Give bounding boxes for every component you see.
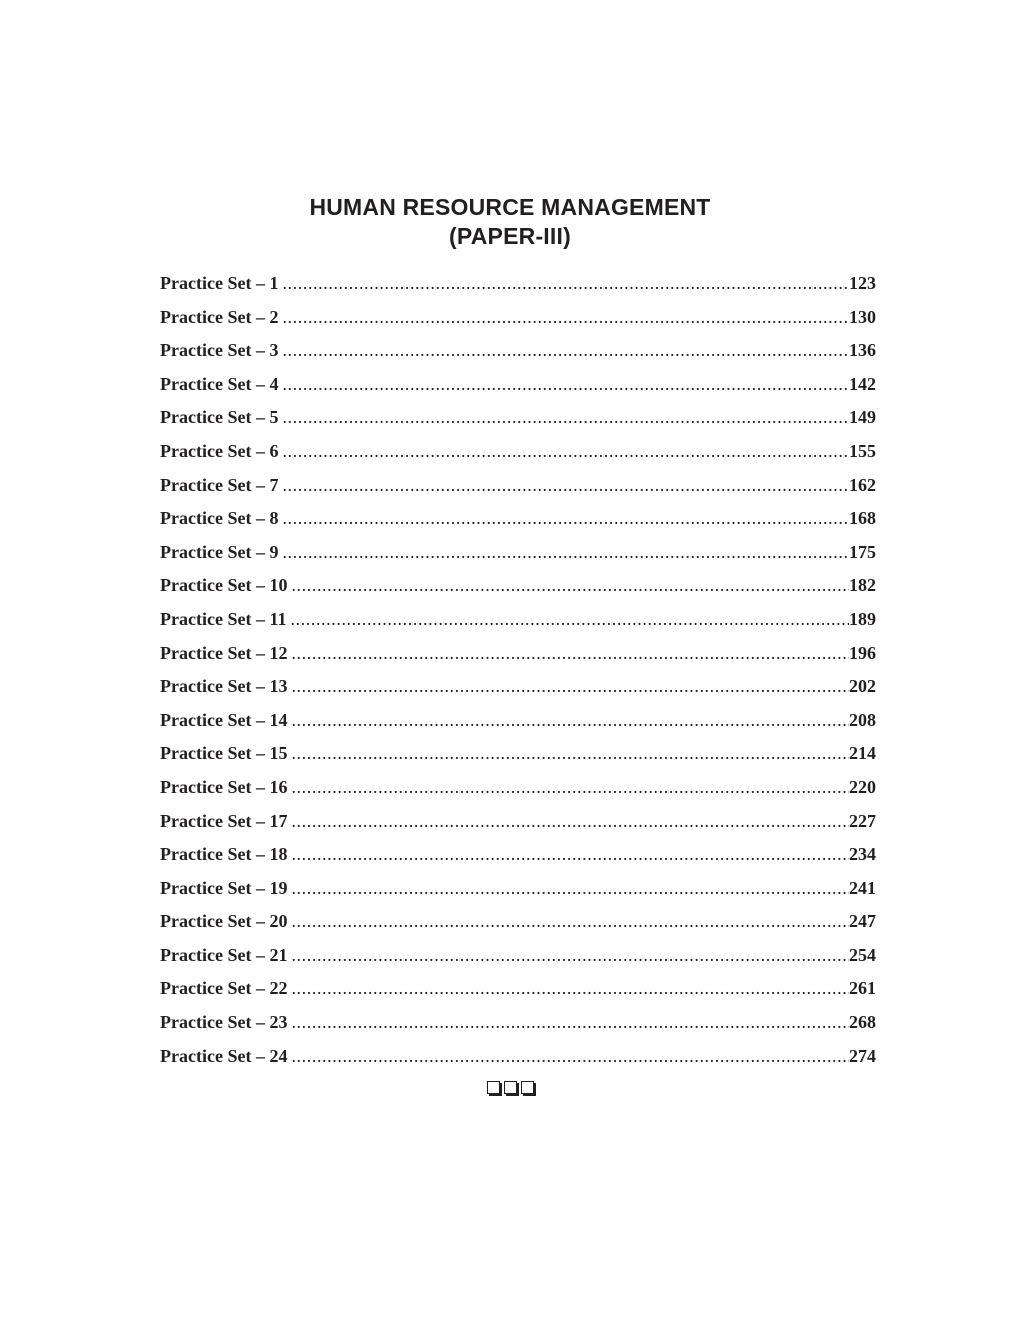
- toc-entry-page-number: 149: [849, 407, 876, 428]
- toc-entry-page-number: 214: [849, 743, 876, 764]
- toc-dot-leader: [291, 1007, 849, 1037]
- toc-entry: [160, 335, 876, 369]
- toc-dot-leader: [291, 940, 849, 970]
- toc-dot-leader: [291, 772, 849, 802]
- toc-dot-leader: [282, 537, 849, 567]
- toc-dot-leader: [282, 470, 849, 500]
- table-of-contents: [160, 268, 876, 1074]
- toc-dot-leader: [291, 671, 849, 701]
- toc-dot-leader: [291, 973, 849, 1003]
- end-mark-icon: [0, 1081, 1020, 1094]
- toc-entry-label: Practice Set – 20: [160, 911, 288, 932]
- page-subtitle: (PAPER-III): [449, 223, 571, 249]
- toc-entry: [160, 402, 876, 436]
- toc-entry: [160, 436, 876, 470]
- end-mark-box-icon: [504, 1081, 517, 1094]
- toc-dot-leader: [290, 604, 849, 634]
- toc-entry: [160, 671, 876, 705]
- toc-entry: [160, 638, 876, 672]
- end-mark-box-icon: [521, 1081, 534, 1094]
- toc-entry: [160, 738, 876, 772]
- toc-dot-leader: [291, 873, 849, 903]
- toc-entry-page-number: 142: [849, 373, 876, 394]
- toc-entry-page-number: 234: [849, 844, 876, 865]
- toc-entry-label: Practice Set – 4: [160, 373, 279, 394]
- toc-entry: [160, 806, 876, 840]
- toc-entry: [160, 940, 876, 974]
- toc-dot-leader: [291, 839, 849, 869]
- toc-entry-page-number: 123: [849, 273, 876, 293]
- toc-dot-leader: [291, 705, 849, 735]
- toc-dot-leader: [282, 402, 849, 432]
- toc-entry: [160, 604, 876, 638]
- toc-entry-label: Practice Set – 11: [160, 608, 287, 629]
- toc-entry-page-number: 268: [849, 1012, 876, 1033]
- toc-entry-page-number: 202: [849, 676, 876, 697]
- toc-entry-page-number: 175: [849, 541, 876, 562]
- toc-dot-leader: [282, 268, 849, 298]
- toc-entry-label: Practice Set – 18: [160, 844, 288, 865]
- toc-entry-label: Practice Set – 6: [160, 440, 279, 461]
- end-mark-box-icon: [487, 1081, 500, 1094]
- toc-entry-label: Practice Set – 21: [160, 944, 288, 965]
- toc-entry-label: Practice Set – 1: [160, 273, 279, 293]
- toc-dot-leader: [282, 302, 849, 332]
- toc-entry-label: Practice Set – 3: [160, 340, 279, 361]
- toc-dot-leader: [282, 335, 849, 365]
- toc-dot-leader: [291, 1041, 849, 1071]
- toc-entry-label: Practice Set – 2: [160, 306, 279, 327]
- toc-entry: [160, 1041, 876, 1075]
- toc-entry-page-number: 261: [849, 978, 876, 999]
- toc-entry-label: Practice Set – 23: [160, 1012, 288, 1033]
- toc-entry-label: Practice Set – 22: [160, 978, 288, 999]
- toc-entry-page-number: 254: [849, 944, 876, 965]
- toc-entry: [160, 470, 876, 504]
- toc-entry: [160, 369, 876, 403]
- toc-entry-page-number: 227: [849, 810, 876, 831]
- toc-entry-label: Practice Set – 9: [160, 541, 279, 562]
- toc-entry: [160, 839, 876, 873]
- toc-entry-page-number: 162: [849, 474, 876, 495]
- toc-entry-page-number: 208: [849, 709, 876, 730]
- toc-entry: [160, 705, 876, 739]
- toc-entry-label: Practice Set – 8: [160, 508, 279, 529]
- page-title: HUMAN RESOURCE MANAGEMENT: [309, 194, 711, 220]
- toc-entry-label: Practice Set – 24: [160, 1045, 288, 1066]
- toc-entry-label: Practice Set – 5: [160, 407, 279, 428]
- toc-entry-label: Practice Set – 19: [160, 877, 288, 898]
- toc-dot-leader: [282, 436, 849, 466]
- toc-dot-leader: [291, 906, 849, 936]
- toc-entry-page-number: 155: [849, 440, 876, 461]
- toc-entry-label: Practice Set – 14: [160, 709, 288, 730]
- toc-entry: [160, 873, 876, 907]
- toc-dot-leader: [291, 806, 849, 836]
- toc-dot-leader: [291, 638, 849, 668]
- toc-entry-page-number: 241: [849, 877, 876, 898]
- toc-dot-leader: [291, 570, 849, 600]
- toc-dot-leader: [282, 503, 849, 533]
- toc-entry-page-number: 274: [849, 1045, 876, 1066]
- toc-entry: [160, 570, 876, 604]
- toc-entry-page-number: 189: [849, 608, 876, 629]
- toc-entry: [160, 772, 876, 806]
- toc-entry-page-number: 196: [849, 642, 876, 663]
- toc-dot-leader: [291, 738, 849, 768]
- toc-entry-page-number: 130: [849, 306, 876, 327]
- toc-entry: [160, 268, 876, 302]
- toc-entry-page-number: 168: [849, 508, 876, 529]
- toc-entry-label: Practice Set – 12: [160, 642, 288, 663]
- toc-entry: [160, 906, 876, 940]
- toc-entry-label: Practice Set – 15: [160, 743, 288, 764]
- toc-entry: [160, 537, 876, 571]
- toc-entry-label: Practice Set – 16: [160, 776, 288, 797]
- toc-entry-label: Practice Set – 17: [160, 810, 288, 831]
- toc-dot-leader: [282, 369, 849, 399]
- toc-entry: [160, 302, 876, 336]
- toc-entry: [160, 973, 876, 1007]
- toc-entry-label: Practice Set – 13: [160, 676, 288, 697]
- toc-entry-page-number: 182: [849, 575, 876, 596]
- toc-entry-page-number: 247: [849, 911, 876, 932]
- toc-entry: [160, 1007, 876, 1041]
- toc-entry-label: Practice Set – 10: [160, 575, 288, 596]
- toc-entry-page-number: 136: [849, 340, 876, 361]
- toc-entry: [160, 503, 876, 537]
- toc-entry-label: Practice Set – 7: [160, 474, 279, 495]
- toc-entry-page-number: 220: [849, 776, 876, 797]
